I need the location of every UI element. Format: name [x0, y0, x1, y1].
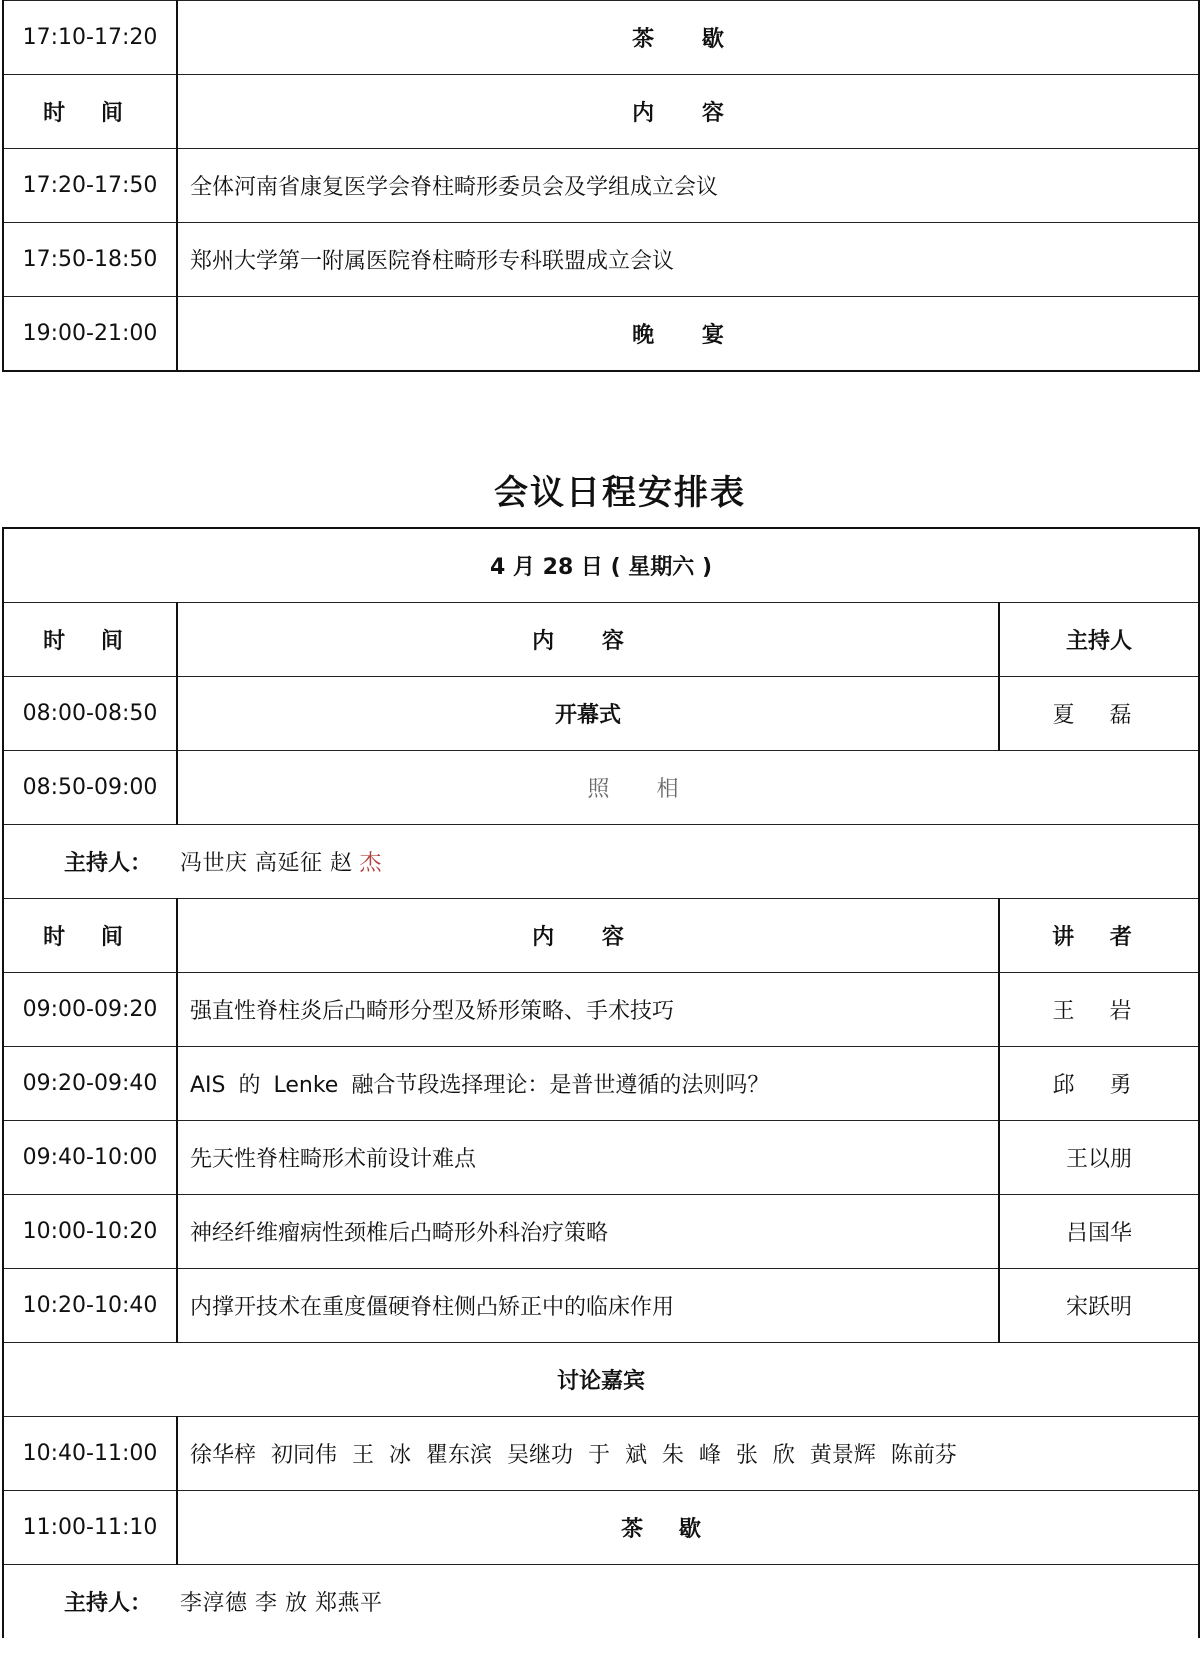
table-row	[3, 1195, 1199, 1269]
top-schedule-table	[2, 0, 1200, 372]
date-header: 4 月 28 日 ( 星期六 )	[3, 528, 1199, 603]
time-cell: 09:00-09:20	[3, 973, 177, 1047]
time-cell: 17:10-17:20	[3, 1, 177, 75]
break-cell: 茶 歇	[177, 1491, 1199, 1565]
time-cell: 19:00-21:00	[3, 297, 177, 372]
opening-ceremony-cell: 开幕式	[177, 677, 999, 751]
host-name-red: 杰	[359, 851, 382, 876]
time-cell: 09:20-09:40	[3, 1047, 177, 1121]
time-header: 时 间	[3, 899, 177, 973]
host-label: 主持人：	[64, 851, 153, 876]
table-header-row	[3, 899, 1199, 973]
photo-cell: 照 相	[177, 751, 1199, 825]
main-schedule-table	[2, 527, 1200, 1638]
table-header-row	[3, 603, 1199, 677]
table-row	[3, 677, 1199, 751]
table-header-row	[3, 75, 1199, 149]
time-cell: 17:20-17:50	[3, 149, 177, 223]
page-title: 会议日程安排表	[494, 473, 746, 513]
speaker-cell: 宋跃明	[999, 1269, 1199, 1343]
speaker-header: 讲 者	[999, 899, 1199, 973]
host-row	[3, 1565, 1199, 1639]
talk-title-cell: 神经纤维瘤病性颈椎后凸畸形外科治疗策略	[177, 1195, 999, 1269]
time-cell: 09:40-10:00	[3, 1121, 177, 1195]
table-row	[3, 751, 1199, 825]
speaker-cell: 王 岩	[999, 973, 1199, 1047]
host-row	[3, 825, 1199, 899]
discussion-header: 讨论嘉宾	[3, 1343, 1199, 1417]
time-cell: 08:50-09:00	[3, 751, 177, 825]
table-row	[3, 1417, 1199, 1491]
time-cell: 17:50-18:50	[3, 223, 177, 297]
date-header-row	[3, 528, 1199, 603]
session-host-row	[3, 1565, 1199, 1639]
time-cell: 08:00-08:50	[3, 677, 177, 751]
banquet-cell: 晚 宴	[177, 297, 1199, 372]
table-row	[3, 1269, 1199, 1343]
content-header: 内 容	[177, 899, 999, 973]
discussion-header-row	[3, 1343, 1199, 1417]
time-cell: 10:40-11:00	[3, 1417, 177, 1491]
host-names: 李淳德 李 放 郑燕平	[180, 1591, 383, 1616]
host-label: 主持人：	[64, 1591, 153, 1616]
talk-title-cell: 强直性脊柱炎后凸畸形分型及矫形策略、手术技巧	[177, 973, 999, 1047]
discussion-guests-cell: 徐华梓 初同伟 王 冰 瞿东滨 吴继功 于 斌 朱 峰 张 欣 黄景辉 陈前芬	[177, 1417, 1199, 1491]
table-row	[3, 1047, 1199, 1121]
time-cell: 10:20-10:40	[3, 1269, 177, 1343]
content-header: 内 容	[177, 603, 999, 677]
host-header: 主持人	[999, 603, 1199, 677]
table-row	[3, 973, 1199, 1047]
talk-title-cell: 内撑开技术在重度僵硬脊柱侧凸矫正中的临床作用	[177, 1269, 999, 1343]
table-row	[3, 1491, 1199, 1565]
time-header: 时 间	[3, 75, 177, 149]
host-cell: 夏 磊	[999, 677, 1199, 751]
time-cell: 10:00-10:20	[3, 1195, 177, 1269]
speaker-cell: 王以朋	[999, 1121, 1199, 1195]
speaker-cell: 邱 勇	[999, 1047, 1199, 1121]
host-names: 冯世庆 高延征 赵	[180, 851, 353, 876]
table-row	[3, 1121, 1199, 1195]
table-row	[3, 149, 1199, 223]
session-host-row	[3, 825, 1199, 899]
speaker-cell: 吕国华	[999, 1195, 1199, 1269]
table-row	[3, 223, 1199, 297]
content-header: 内 容	[177, 75, 1199, 149]
break-cell: 茶 歇	[177, 1, 1199, 75]
content-cell: 郑州大学第一附属医院脊柱畸形专科联盟成立会议	[177, 223, 1199, 297]
content-cell: 全体河南省康复医学会脊柱畸形委员会及学组成立会议	[177, 149, 1199, 223]
table-row	[3, 297, 1199, 372]
time-cell: 11:00-11:10	[3, 1491, 177, 1565]
talk-title-cell: AIS 的 Lenke 融合节段选择理论：是普世遵循的法则吗？	[177, 1047, 999, 1121]
talk-title-cell: 先天性脊柱畸形术前设计难点	[177, 1121, 999, 1195]
table-row	[3, 1, 1199, 75]
time-header: 时 间	[3, 603, 177, 677]
